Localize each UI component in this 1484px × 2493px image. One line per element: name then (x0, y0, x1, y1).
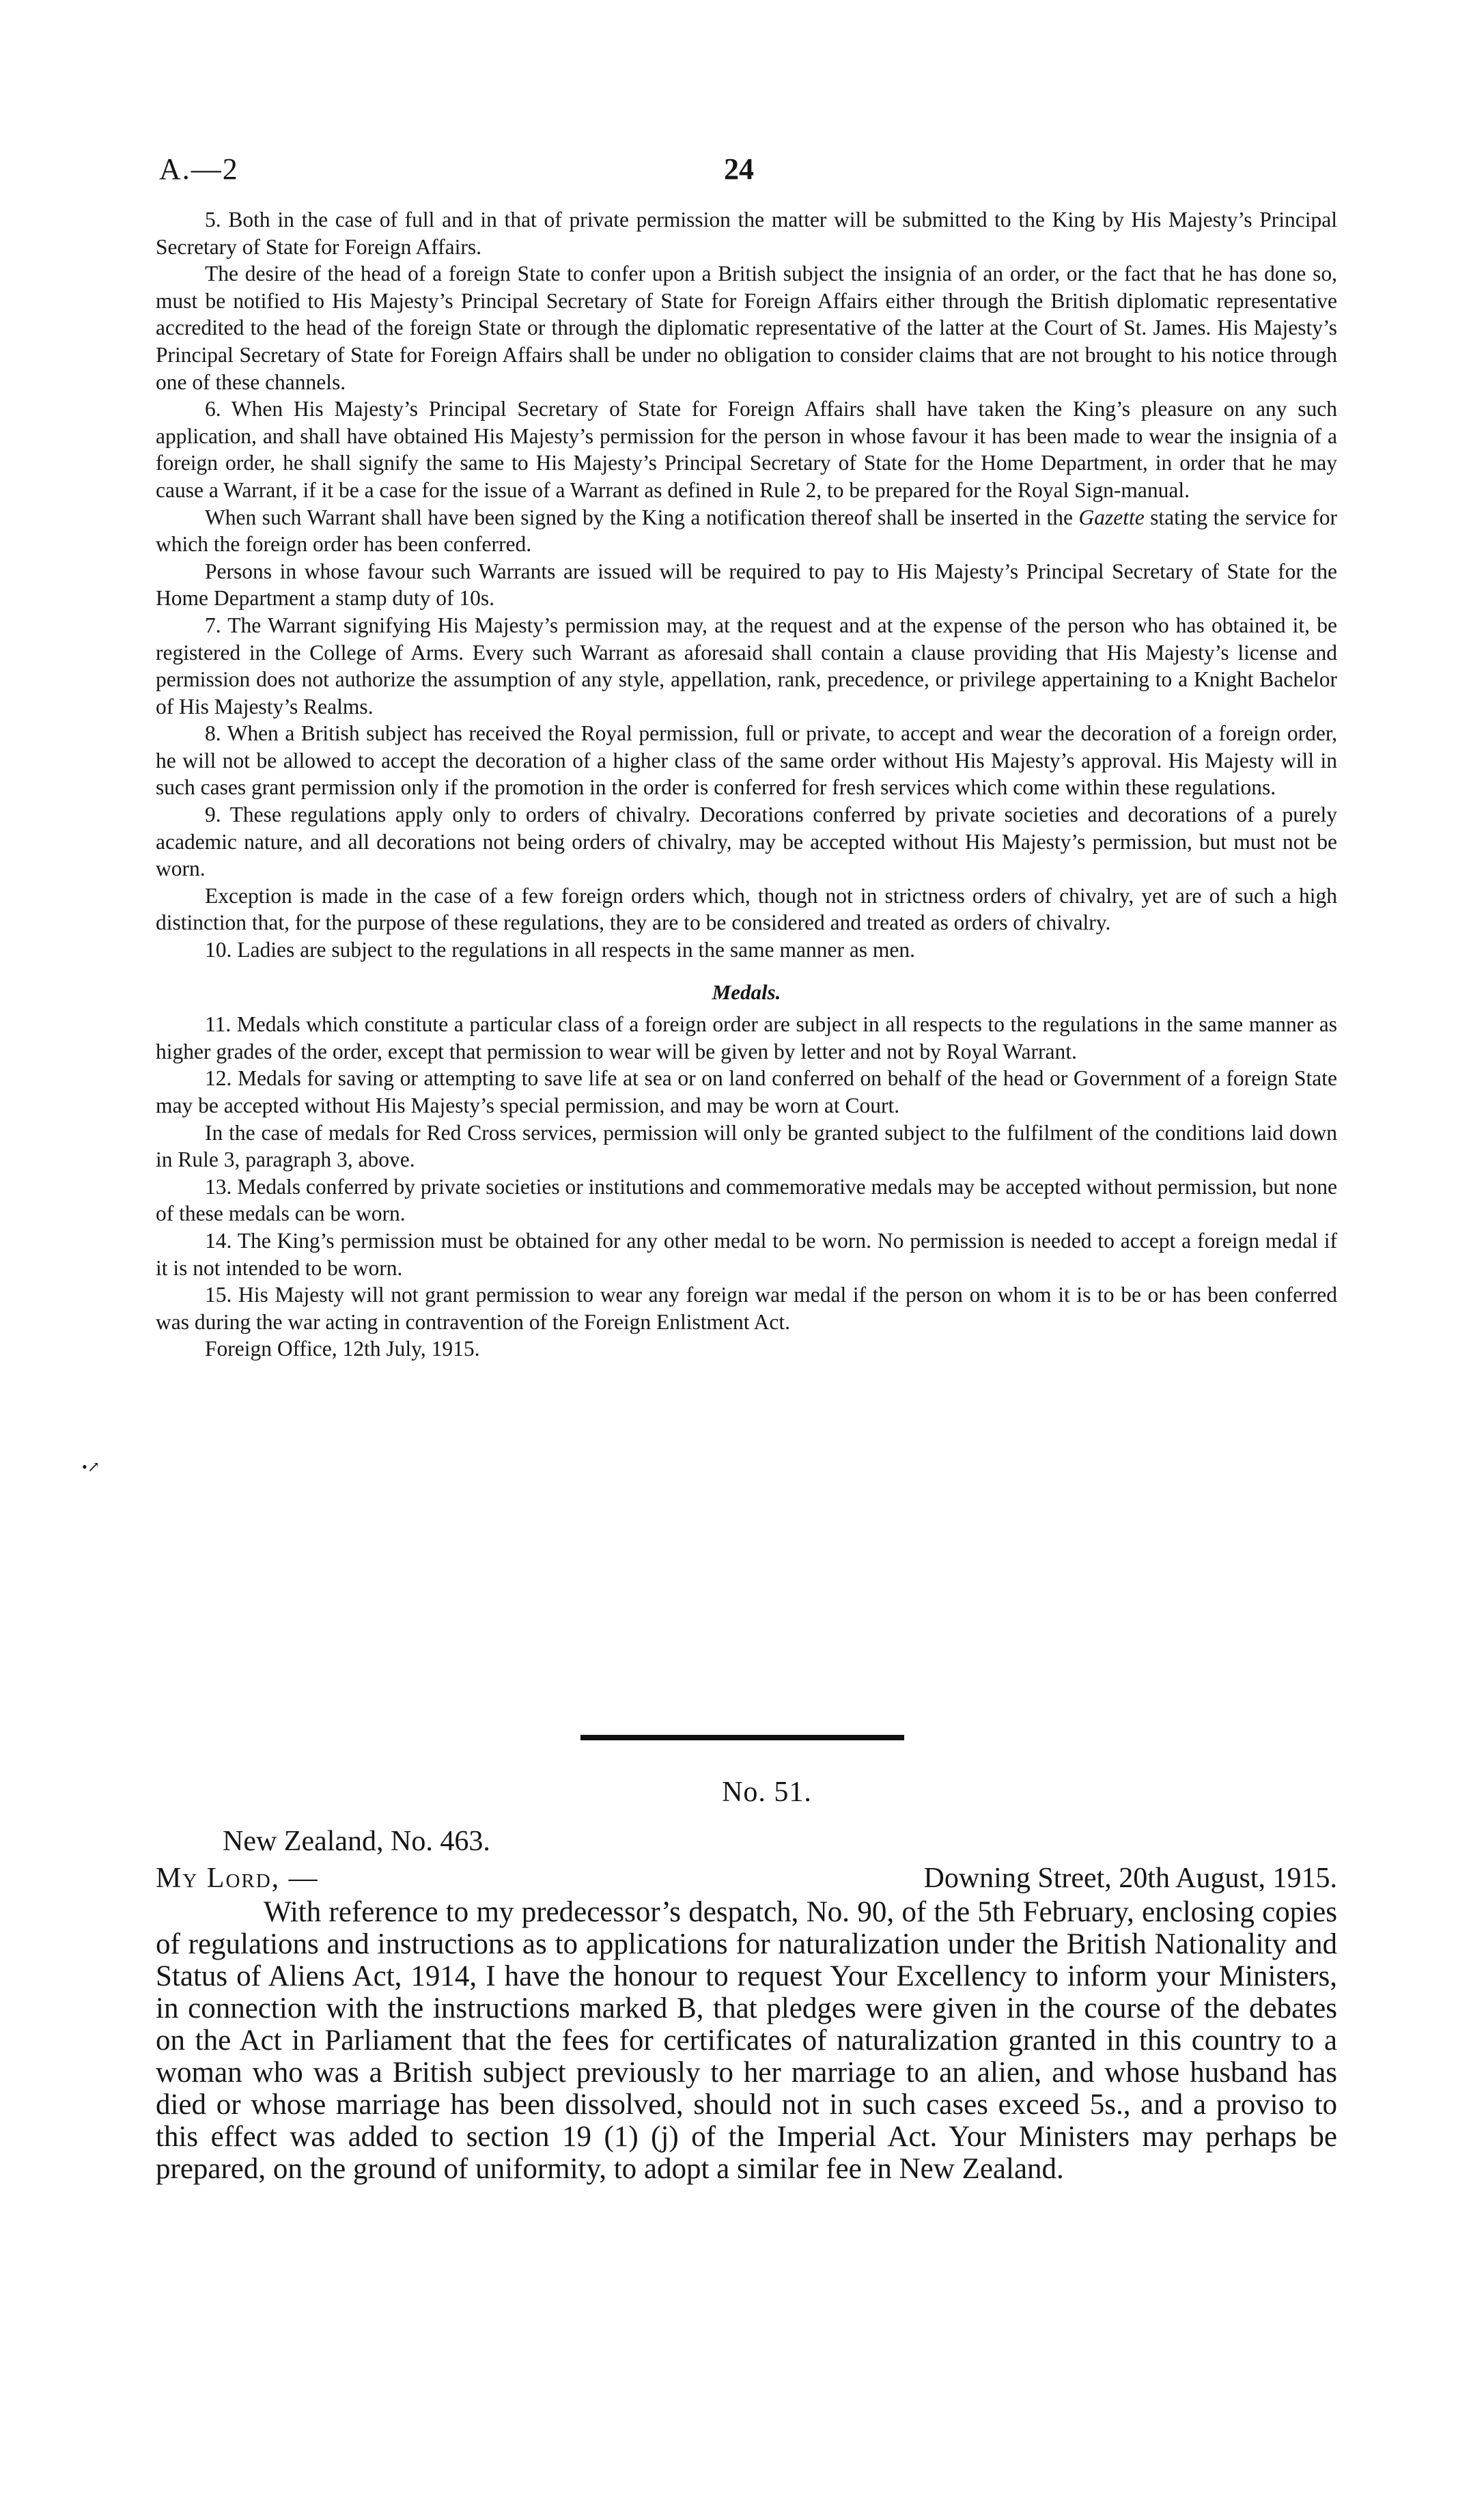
paragraph-5: 5. Both in the case of full and in that of private permission the matter will be submitted to the King by His Majesty’s Principal Secretary of State for Foreign Affairs. (156, 208, 1337, 259)
parliamentary-paper-reference: A.—2 (159, 152, 239, 186)
paragraph-13: 13. Medals conferred by private societies or institutions and commemorative medals may be accepted without permission, but none of these medals can be worn. (156, 1174, 1337, 1226)
paragraph-12-red-cross: In the case of medals for Red Cross services, permission will only be granted subject to the fulfilment of the conditions laid down in Rule 3, paragraph 3, above. (156, 1120, 1337, 1172)
section-divider (580, 1735, 904, 1740)
paragraph-11: 11. Medals which constitute a particular class of a foreign order are subject in all respects to the regulations in the same manner as higher grades of the order, except that permission to wear will be given by letter and not by Royal Warrant. (156, 1012, 1337, 1063)
paragraph-15: 15. His Majesty will not grant permission to wear any foreign war medal if the person on whom it is to be or has been conferred was during the war acting in contravention of the Foreign Enlistment Act. (156, 1283, 1337, 1334)
signoff: Foreign Office, 12th July, 1915. (205, 1337, 480, 1361)
gazette-italic: Gazette (1078, 505, 1145, 529)
paragraph-9-exception: Exception is made in the case of a few foreign orders which, though not in strictness orders of chivalry, yet are of such a high distinction that, for the purpose of these regulations, they are to be considered and treated as orders of chivalry. (156, 883, 1337, 935)
paragraph-9: 9. These regulations apply only to orders of chivalry. Decorations conferred by private societies and decorations of a purely academic nature, and all decorations not being orders of chivalry, may be accepted without His Majesty’s permission, but must not be worn. (156, 803, 1337, 881)
letter-address-date: Downing Street, 20th August, 1915. (923, 1863, 1337, 1894)
page-header (0, 152, 1484, 193)
paragraph-8: 8. When a British subject has received the Royal permission, full or private, to accept and wear the decoration of a foreign order, he will not be allowed to accept the decoration of a higher class of the same order without His Majesty’s approval. His Majesty will in such cases grant permission only if the promotion in the order is conferred for fresh services which come within these regulations. (156, 721, 1337, 800)
paragraph-12: 12. Medals for saving or attempting to save life at sea or on land conferred on behalf of the head or Government of a foreign State may be accepted without His Majesty’s special permission, and may be worn at Court. (156, 1066, 1337, 1117)
letter-body (156, 1896, 1337, 2185)
letter-paragraph: With reference to my predecessor’s despatch, No. 90, of the 5th February, enclosing copies of regulations and instructions as to applications for naturalization under the British Nationality and Status of Aliens Act, 1914, I have the honour to request Your Excellency to inform your Ministers, in connection with the instructions marked B, that pledges were given in the course of the debates on the Act in Parliament that the fees for certificates of naturalization granted in this country to a woman who was a British subject previously to her marriage to an alien, and whose husband has died or whose marriage has been dissolved, should not in such cases exceed 5s., and a proviso to this effect was added to section 19 (1) (j) of the Imperial Act. Your Ministers may perhaps be prepared, on the ground of uniformity, to adopt a similar fee in New Zealand. (156, 1896, 1337, 2185)
paragraph-6-gazette: When such Warrant shall have been signed by the King a notification thereof shall be inserted in the Gazette stating the service for which the foreign order has been conferred. (156, 505, 1337, 557)
despatch-number: No. 51. (722, 1777, 812, 1808)
paragraph-14: 14. The King’s permission must be obtained for any other medal to be worn. No permission is needed to accept a foreign medal if it is not intended to be worn. (156, 1228, 1337, 1280)
salutation-row (156, 1862, 1337, 1895)
colony-reference: New Zealand, No. 463. (223, 1826, 490, 1857)
paragraph-10: 10. Ladies are subject to the regulations in all respects in the same manner as men. (205, 938, 916, 962)
page-number: 24 (724, 152, 754, 186)
salutation: My Lord, (156, 1863, 281, 1894)
margin-mark: •↗ (82, 1458, 100, 1475)
paragraph-6: 6. When His Majesty’s Principal Secretary of State for Foreign Affairs shall have taken the King’s pleasure on any such application, and shall have obtained His Majesty’s permission for the person in whose favour it has been made to wear the insignia of a foreign order, he shall signify the same to His Majesty’s Principal Secretary of State for the Home Department, in order that he may cause a Warrant, if it be a case for the issue of a Warrant as defined in Rule 2, to be prepared for the Royal Sign-manual. (156, 397, 1337, 502)
medals-heading: Medals. (712, 979, 781, 1004)
salutation-dash: — (280, 1863, 319, 1894)
paragraph-6-stamp-duty: Persons in whose favour such Warrants are issued will be required to pay to His Majesty’s Principal Secretary of State for the Home Department a stamp duty of 10s. (156, 559, 1337, 611)
salutation-line (156, 1862, 319, 1895)
paragraph-5-continued: The desire of the head of a foreign State to confer upon a British subject the insignia of an order, or the fact that he has done so, must be notified to His Majesty’s Principal Secretary of State for Foreign Affairs either through the British diplomatic representative accredited to the head of the foreign State or through the diplomatic representative of the latter at the Court of St. James. His Majesty’s Principal Secretary of State for Foreign Affairs shall be under no obligation to consider claims that are not brought to his notice through one of these channels. (156, 262, 1337, 394)
paragraph-7: 7. The Warrant signifying His Majesty’s permission may, at the request and at the expense of the person who has obtained it, be registered in the College of Arms. Every such Warrant as aforesaid shall contain a clause providing that His Majesty’s license and permission does not authorize the assumption of any style, appellation, rank, precedence, or privilege appertaining to a Knight Bachelor of His Majesty’s Realms. (156, 613, 1337, 719)
regulations-text (156, 206, 1337, 1363)
despatch-letter (156, 1776, 1337, 2185)
